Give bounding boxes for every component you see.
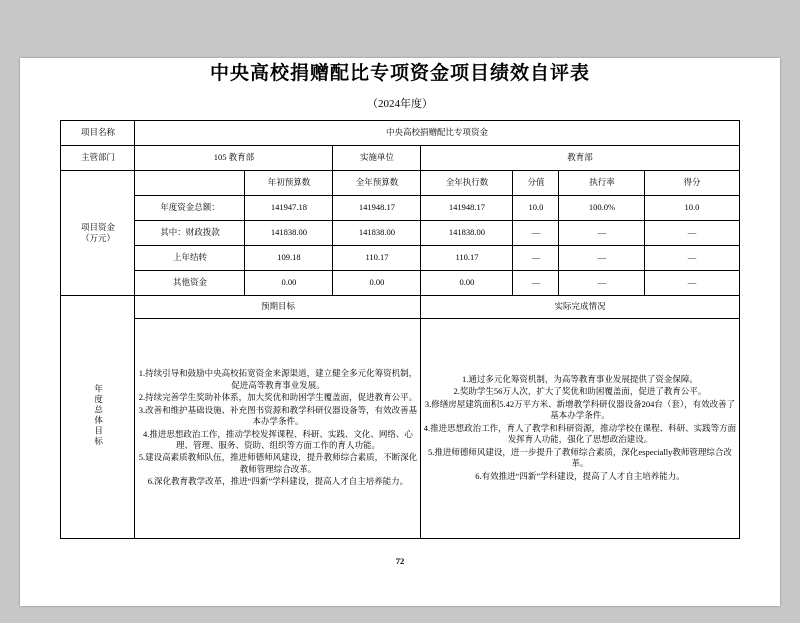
fund-row-3-label: 其他资金 xyxy=(135,271,245,296)
performance-self-evaluation-table xyxy=(60,120,739,539)
fund-col-header-0: 年初预算数 xyxy=(245,171,333,196)
fund-row-1-label: 其中：财政拨款 xyxy=(135,221,245,246)
unit-label: 实施单位 xyxy=(333,146,421,171)
actual-result-item: 3.修缮房屋建筑面积5.42万平方米、新增教学科研仪器设备204台（套），有效改善了基本办学条件。 xyxy=(424,398,736,421)
table-row xyxy=(61,146,739,171)
fund-row-2-value-1: 110.17 xyxy=(333,246,421,271)
fund-row-2-value-4: — xyxy=(559,246,645,271)
fund-row-2-value-3: — xyxy=(513,246,559,271)
table-row xyxy=(61,246,739,271)
expected-goal-item: 5.建设高素质教师队伍，推进师德师风建设，提升教师综合素质，不断深化教师管理综合改革。 xyxy=(138,452,418,474)
fund-row-0-label: 年度资金总额： xyxy=(135,196,245,221)
dept-label: 主管部门 xyxy=(61,146,135,171)
fund-row-2-value-5: — xyxy=(645,246,739,271)
document-page xyxy=(20,58,780,606)
fund-row-3-value-1: 0.00 xyxy=(333,271,421,296)
expected-goal-item: 2.持续完善学生奖助补体系，加大奖优和助困学生覆盖面，促进教育公平。 xyxy=(138,392,418,403)
fund-col-header-4: 执行率 xyxy=(559,171,645,196)
fund-row-0-value-4: 100.0% xyxy=(559,196,645,221)
table-row xyxy=(61,171,739,196)
fund-col-blank xyxy=(135,171,245,196)
unit-value: 教育部 xyxy=(421,146,739,171)
fund-col-header-1: 全年预算数 xyxy=(333,171,421,196)
fund-row-3-value-3: — xyxy=(513,271,559,296)
page-subtitle: （2024年度） xyxy=(367,98,433,110)
dept-value: 105 教育部 xyxy=(135,146,333,171)
fund-row-2-value-2: 110.17 xyxy=(421,246,513,271)
actual-result-item: 2.奖助学生56万人次，扩大了奖优和助困覆盖面，促进了教育公平。 xyxy=(453,386,707,397)
fund-row-label-line2: （万元） xyxy=(80,233,115,243)
table-row xyxy=(61,121,739,146)
fund-row-3-value-2: 0.00 xyxy=(421,271,513,296)
table-row xyxy=(61,196,739,221)
expected-goals-cell xyxy=(135,319,421,539)
fund-row-0-value-3: 10.0 xyxy=(513,196,559,221)
expected-goals-header: 预期目标 xyxy=(135,296,421,319)
fund-row-2-label: 上年结转 xyxy=(135,246,245,271)
actual-result-item: 1.通过多元化筹资机制，为高等教育事业发展提供了资金保障。 xyxy=(462,373,698,384)
table-row xyxy=(61,319,739,539)
fund-row-1-value-3: — xyxy=(513,221,559,246)
expected-goal-item: 6.深化教育教学改革，推进“四新”学科建设，提高人才自主培养能力。 xyxy=(147,476,409,487)
table-row xyxy=(61,296,739,319)
fund-row-3-value-0: 0.00 xyxy=(245,271,333,296)
fund-row-1-value-4: — xyxy=(559,221,645,246)
actual-results-cell xyxy=(421,319,739,539)
project-name-label: 项目名称 xyxy=(61,121,135,146)
actual-result-item: 5.推进师德师风建设，进一步提升了教师综合素质，深化especially教师管理综合改革。 xyxy=(428,446,732,469)
table-row xyxy=(61,221,739,246)
actual-results-header: 实际完成情况 xyxy=(421,296,739,319)
expected-goal-item: 3.改善和维护基础设施、补充图书资源和教学科研仪器设备等，有效改善基本办学条件。 xyxy=(138,404,418,427)
page-number: 72 xyxy=(395,556,405,566)
fund-row-label xyxy=(61,171,135,296)
fund-col-header-5: 得分 xyxy=(645,171,739,196)
page-title: 中央高校捐赠配比专项资金项目绩效自评表 xyxy=(209,63,590,84)
actual-result-item: 6.有效推进“四新”学科建设，提高了人才自主培养能力。 xyxy=(475,470,685,481)
actual-result-item: 4.推进思想政治工作，育人了教学和科研资源，推动学校在课程、科研、实践等方面发挥育人功能，强化了思想政治建设。 xyxy=(423,422,737,445)
fund-row-3-value-5: — xyxy=(645,271,739,296)
fund-row-0-value-1: 141948.17 xyxy=(333,196,421,221)
fund-row-3-value-4: — xyxy=(559,271,645,296)
fund-row-1-value-1: 141838.00 xyxy=(333,221,421,246)
expected-goal-item: 4.推进思想政治工作，推动学校发挥课程、科研、实践、文化、网络、心理、管理、服务、资助、组织等方面工作的育人功能。 xyxy=(143,428,413,450)
fund-row-0-value-5: 10.0 xyxy=(645,196,739,221)
fund-row-1-value-5: — xyxy=(645,221,739,246)
fund-row-0-value-0: 141947.18 xyxy=(245,196,333,221)
expected-goal-item: 1.持续引导和鼓励中央高校拓宽资金来源渠道，建立健全多元化筹资机制，促进高等教育事业发展。 xyxy=(138,368,418,390)
fund-row-1-value-0: 141838.00 xyxy=(245,221,333,246)
fund-row-1-value-2: 141838.00 xyxy=(421,221,513,246)
fund-row-2-value-0: 109.18 xyxy=(245,246,333,271)
fund-row-label-line1: 项目资金 xyxy=(80,221,115,232)
fund-col-header-3: 分值 xyxy=(513,171,559,196)
goals-side-label: 年度总体目标 xyxy=(61,296,135,539)
fund-row-0-value-2: 141948.17 xyxy=(421,196,513,221)
fund-col-header-2: 全年执行数 xyxy=(421,171,513,196)
project-name-value: 中央高校捐赠配比专项资金 xyxy=(135,121,739,146)
table-row xyxy=(61,271,739,296)
